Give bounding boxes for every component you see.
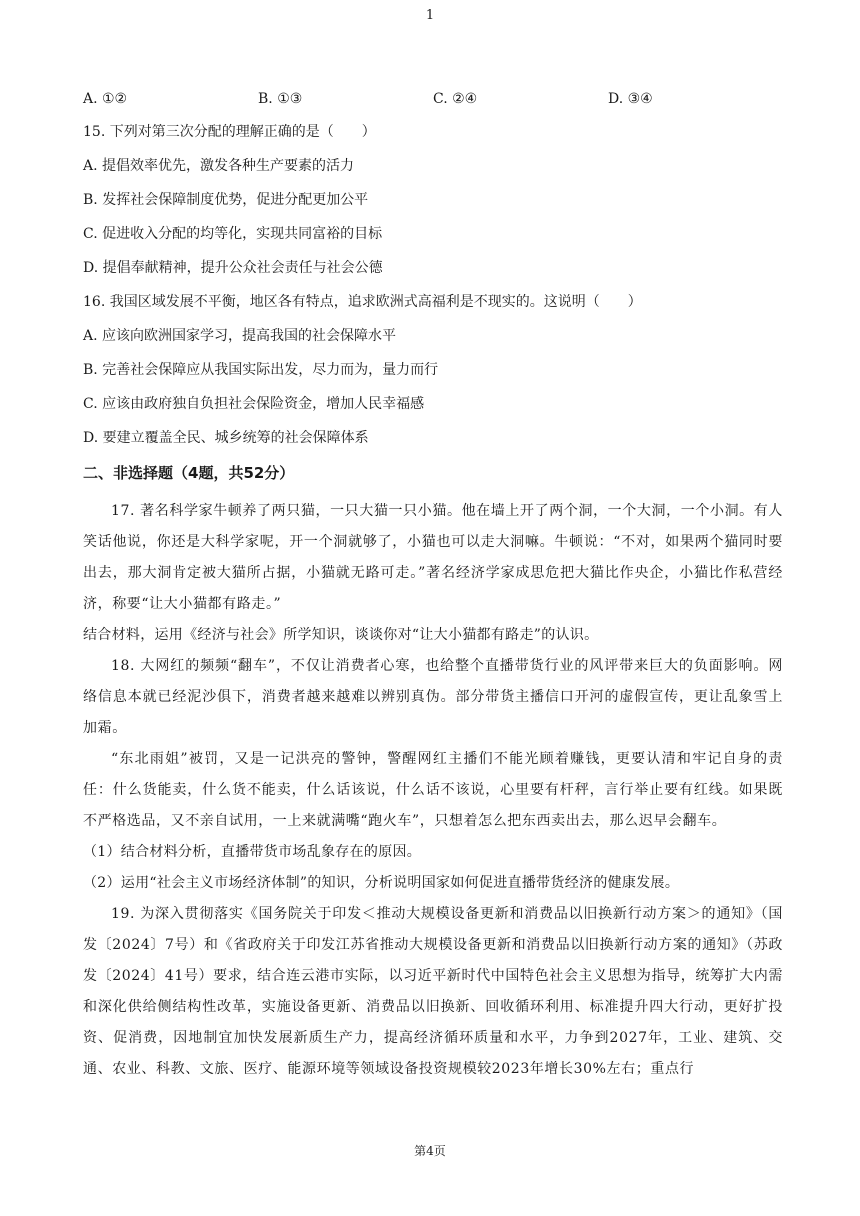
q14-option-c: C. ②④ [433, 91, 478, 107]
q18-material-2: “东北雨姐”被罚，又是一记洪亮的警钟，警醒网红主播们不能光顾着赚钱，更要认清和牢记自身的责任：什么货能卖，什么货不能卖，什么话该说，什么话不该说，心里要有杆秤，言行举止要有红线。如果既不严格选品，又不亲自试用，一上来就满嘴“跑火车”，只想着怎么把东西卖出去，那么迟早会翻车。 [83, 751, 783, 829]
q14-option-a: A. ①② [83, 91, 128, 107]
q16-option-a: A. 应该向欧洲国家学习，提高我国的社会保障水平 [83, 328, 397, 344]
q19-material: 19. 为深入贯彻落实《国务院关于印发＜推动大规模设备更新和消费品以旧换新行动方案＞的通知》（国发〔2024〕7号）和《省政府关于印发江苏省推动大规模设备更新和消费品以旧换新行动方案的通知》（苏政发〔2024〕41号）要求，结合连云港市实际，以习近平新时代中国特色社会主义思想为指导，统筹扩大内需和深化供给侧结构性改革，实施设备更新、消费品以旧换新、回收循环利用、标准提升四大行动，更好扩投资、促消费，因地制宜加快发展新质生产力，提高经济循环质量和水平，力争到2027年，工业、建筑、交通、农业、科教、文旅、医疗、能源环境等领域设备投资规模较2023年增长30%左右；重点行 [83, 906, 783, 1077]
q18-material-1: 18. 大网红的频频“翻车”，不仅让消费者心寒，也给整个直播带货行业的风评带来巨大的负面影响。网络信息本就已经泥沙俱下，消费者越来越难以辨别真伪。部分带货主播信口开河的虚假宣传，更让乱象雪上加霜。 [83, 658, 783, 736]
q14-option-b: B. ①③ [258, 91, 303, 107]
footer-page-label: 第4页 [414, 1144, 446, 1158]
q16-option-b: B. 完善社会保障应从我国实际出发，尽力而为，量力而行 [83, 362, 439, 378]
q17-question: 结合材料，运用《经济与社会》所学知识，谈谈你对“让大小猫都有路走”的认识。 [83, 627, 599, 643]
q16-option-d: D. 要建立覆盖全民、城乡统筹的社会保障体系 [83, 430, 369, 446]
q15-option-a: A. 提倡效率优先，激发各种生产要素的活力 [83, 158, 355, 174]
q18-sub-question-1: （1）结合材料分析，直播带货市场乱象存在的原因。 [83, 844, 422, 860]
q15-option-b: B. 发挥社会保障制度优势，促进分配更加公平 [83, 192, 369, 208]
q17-material: 17. 著名科学家牛顿养了两只猫，一只大猫一只小猫。他在墙上开了两个洞，一个大洞，一个小洞。有人笑话他说，你还是大科学家呢，开一个洞就够了，小猫也可以走大洞嘛。牛顿说：“不对，如果两个猫同时要出去，那大洞肯定被大猫所占据，小猫就无路可走。”著名经济学家成思危把大猫比作央企，小猫比作私营经济，称要“让大小猫都有路走。” [83, 503, 783, 612]
q14-option-d: D. ③④ [608, 91, 653, 107]
section-title: 二、非选择题（4题，共52分） [83, 464, 295, 482]
q15-stem: 15. 下列对第三次分配的理解正确的是（ ） [83, 124, 376, 140]
q15-option-d: D. 提倡奉献精神，提升公众社会责任与社会公德 [83, 260, 383, 276]
page-content [83, 90, 783, 1085]
q16-option-c: C. 应该由政府独自负担社会保险资金，增加人民幸福感 [83, 396, 425, 412]
header-page-number: 1 [425, 8, 435, 23]
q16-stem: 16. 我国区域发展不平衡，地区各有特点，追求欧洲式高福利是不现实的。这说明（ ） [83, 294, 642, 310]
q15-option-c: C. 促进收入分配的均等化，实现共同富裕的目标 [83, 226, 383, 242]
q18-sub-question-2: （2）运用“社会主义市场经济体制”的知识，分析说明国家如何促进直播带货经济的健康发展。 [83, 875, 680, 891]
q14-options [83, 90, 783, 108]
